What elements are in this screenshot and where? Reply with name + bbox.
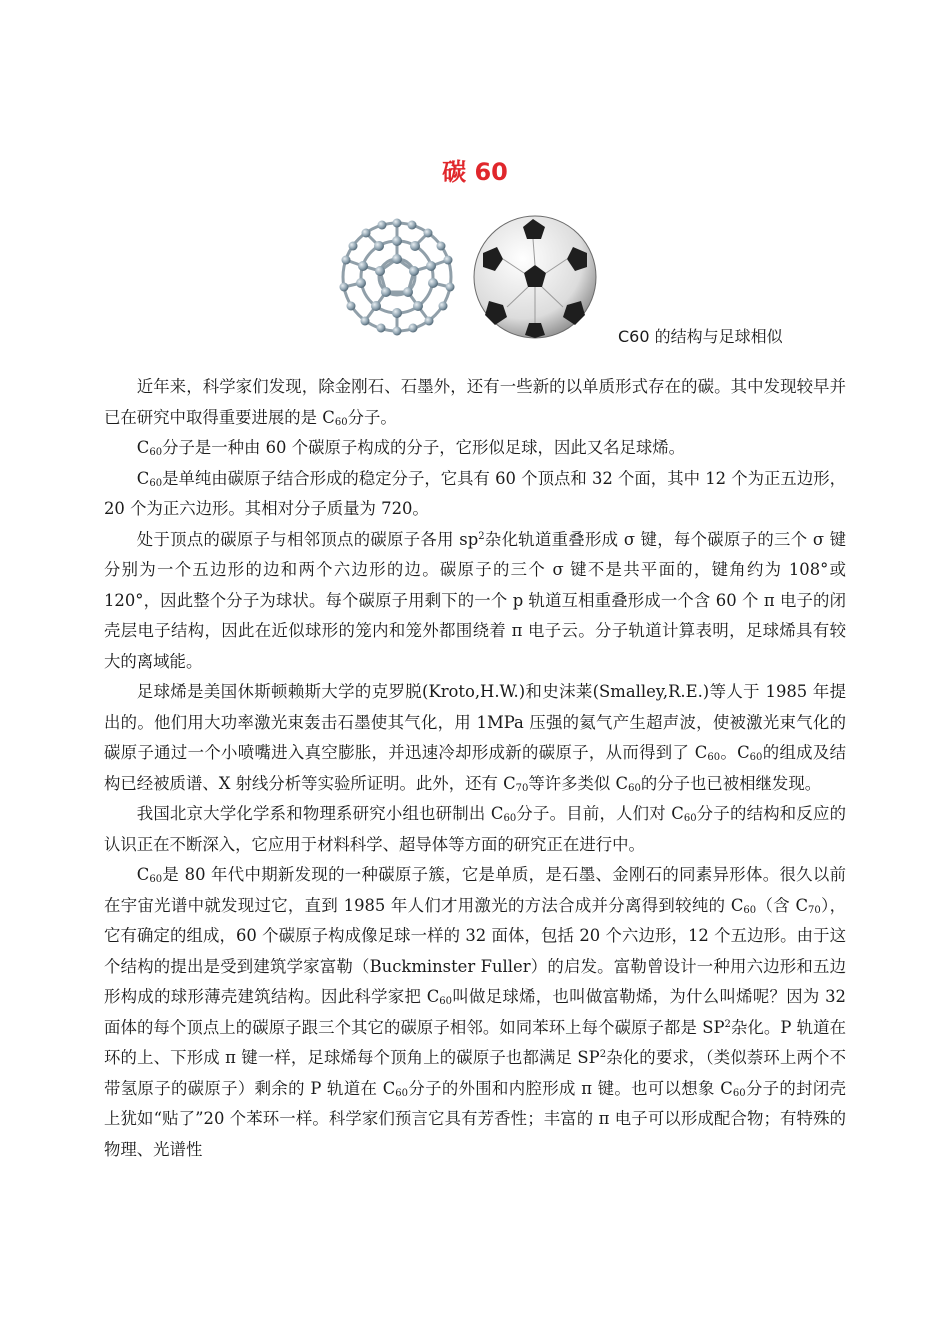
subscript: 60 bbox=[628, 782, 641, 794]
body-paragraph bbox=[104, 433, 846, 464]
text-run: 处于顶点的碳原子与相邻顶点的碳原子各用 sp bbox=[136, 529, 479, 549]
text-run: 分子的结构和反应的认识正在不断深入，它应用于材料科学、超导体等方面的研究正在进行中。 bbox=[104, 804, 847, 854]
subscript: 60 bbox=[683, 813, 697, 824]
text-run: 分子的封闭壳上犹如“贴了”20 个苯环一样。科学家们预言它具有芳香性；丰富的 π 电子可以形成配合物；有特殊的物理、光谱性 bbox=[104, 1078, 847, 1159]
body-paragraph bbox=[104, 860, 846, 1165]
subscript: 70 bbox=[515, 782, 529, 794]
text-run: 等许多类似 C bbox=[528, 773, 629, 793]
subscript: 60 bbox=[439, 996, 453, 1007]
subscript: 60 bbox=[743, 904, 757, 916]
subscript: 70 bbox=[808, 904, 821, 916]
body-text bbox=[104, 372, 846, 1165]
text-run: 是单纯由碳原子结合形成的稳定分子，它具有 60 个顶点和 32 个面，其中 12 个为正五边形，20 个为正六边形。其相对分子质量为 720。 bbox=[104, 468, 846, 518]
body-paragraph bbox=[104, 464, 846, 525]
subscript: 60 bbox=[395, 1087, 409, 1099]
page-title: 碳 60 bbox=[442, 158, 508, 186]
text-run: 是 80 年代中期新发现的一种碳原子簇，它是单质，是石墨、金刚石的同素异形体。很久以前在宇宙光谱中就发现过它，直到 1985 年人们才用激光的方法合成并分离得到较纯的 C bbox=[104, 865, 846, 915]
text-run: 杂化的要求，（类似萘环上两个不带氢原子的碳原子）剩余的 P 轨道在 C bbox=[104, 1048, 846, 1098]
figure-illustration bbox=[332, 212, 602, 342]
body-paragraph bbox=[104, 525, 846, 678]
text-run: 。C bbox=[720, 743, 750, 762]
body-paragraph bbox=[104, 799, 846, 860]
text-run: 近年来，科学家们发现，除金刚石、石墨外，还有一些新的以单质形式存在的碳。其中发现较早并已在研究中取得重要进展的是 C bbox=[104, 377, 846, 427]
figure bbox=[332, 212, 602, 342]
subscript: 60 bbox=[149, 874, 163, 885]
text-run: 我国北京大学化学系和物理系研究小组也研制出 C bbox=[136, 804, 504, 823]
text-run: 杂化。P 轨道在环的上、下形成 π 键一样，足球烯每个顶角上的碳原子也都满足 SP bbox=[104, 1017, 846, 1067]
text-run: ），它有确定的组成，60 个碳原子构成像足球一样的 32 面体，包括 20 个六边形，12 个五边形。由于这个结构的提出是受到建筑学家富勒（Buckminster Fuller）的启发。富勒曾设计一种用六边形和五边形构成的球形薄壳建筑结构。因此科学家把 C bbox=[104, 895, 846, 1006]
subscript: 60 bbox=[149, 447, 163, 458]
text-run: 叫做足球烯，也叫做富勒烯，为什么叫烯呢？因为 32 面体的每个顶点上的碳原子跟三个其它的碳原子相邻。如同苯环上每个碳原子都是 SP bbox=[104, 987, 846, 1037]
subscript: 60 bbox=[707, 752, 721, 763]
soccer-ball-icon bbox=[474, 216, 596, 338]
subscript: 60 bbox=[503, 813, 517, 824]
text-run: 分子是一种由 60 个碳原子构成的分子，它形似足球，因此又名足球烯。 bbox=[162, 438, 686, 457]
superscript: 2 bbox=[599, 1049, 607, 1060]
text-run: 杂化轨道重叠形成 σ 键，每个碳原子的三个 σ 键分别为一个五边形的边和两个六边形的边。碳原子的三个 σ 键不是共平面的，键角约为 108°或 120°，因此整个分子为球状。每个碳原子用剩下的一个 p 轨道互相重叠形成一个含 60 个 π 电子的闭壳层电子结构，因此在近似球形的笼内和笼外都围绕着 π 电子云。分子轨道计算表明，足球烯具有较大的离域能。 bbox=[104, 529, 846, 671]
text-run: 足球烯是美国休斯顿赖斯大学的克罗脱(Kroto,H.W.)和史沫莱(Smalley,R.E.)等人于 1985 年提出的。他们用大功率激光束轰击石墨使其气化，用 1MPa 压强的氦气产生超声波，使被激光束气化的碳原子通过一个小喷嘴进入真空膨胀，并迅速冷却形成新的碳原子，从而得到了 C bbox=[104, 682, 846, 762]
body-paragraph bbox=[104, 677, 846, 799]
subscript: 60 bbox=[749, 752, 763, 763]
text-run: C bbox=[136, 865, 150, 884]
subscript: 60 bbox=[149, 477, 163, 489]
text-run: C bbox=[136, 438, 150, 457]
text-run: 的分子也已被相继发现。 bbox=[640, 773, 822, 793]
subscript: 60 bbox=[732, 1087, 746, 1099]
text-run: C bbox=[136, 468, 150, 488]
text-run: 分子。 bbox=[347, 407, 397, 427]
figure-caption: C60 的结构与足球相似 bbox=[618, 327, 783, 346]
superscript: 2 bbox=[478, 530, 485, 542]
text-run: 分子。目前，人们对 C bbox=[516, 804, 684, 823]
text-run: （含 C bbox=[756, 895, 808, 915]
text-run: 分子的外围和内腔形成 π 键。也可以想象 C bbox=[408, 1078, 733, 1098]
c60-molecule-icon bbox=[340, 219, 455, 336]
body-paragraph bbox=[104, 372, 846, 433]
superscript: 2 bbox=[724, 1018, 731, 1030]
subscript: 60 bbox=[334, 416, 348, 428]
text-run: 的组成及结构已经被质谱、X 射线分析等实验所证明。此外，还有 C bbox=[104, 743, 846, 793]
